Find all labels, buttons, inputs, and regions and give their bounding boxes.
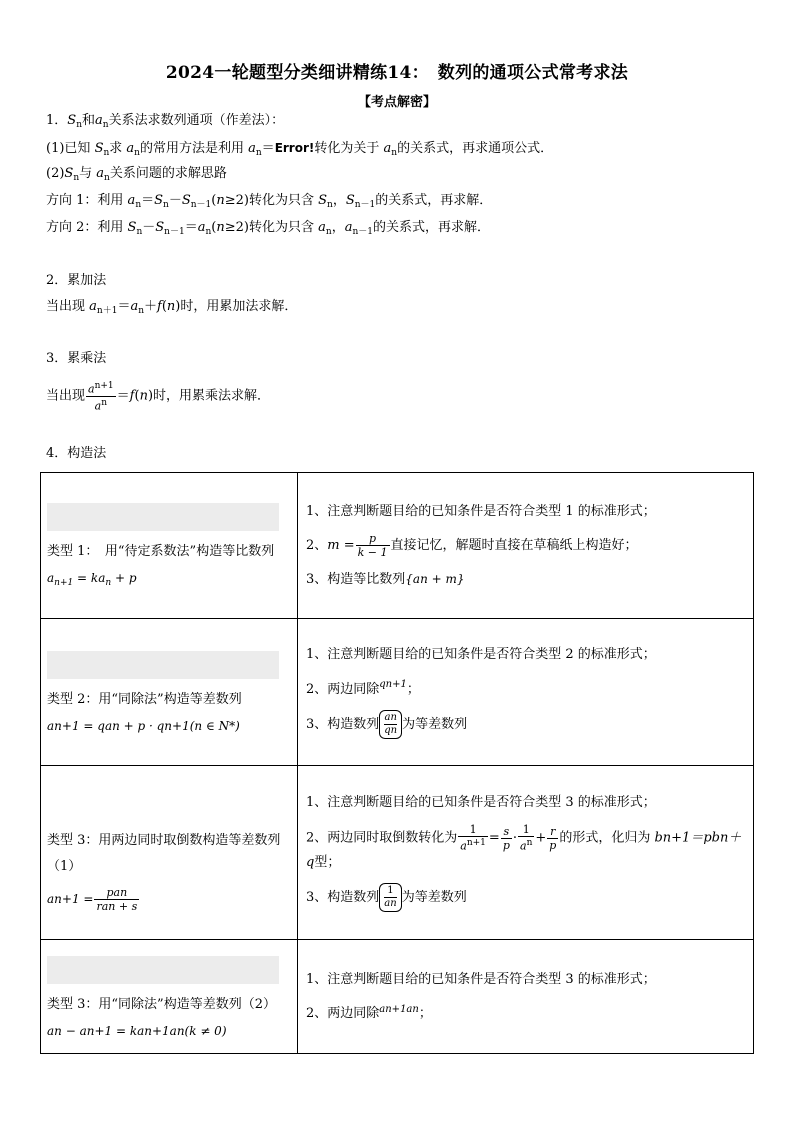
- section-subtitle: 【考点解密】: [357, 95, 436, 110]
- section1-direction1: 方向 1：利用 $a_n=S_n-S_{n-1}(n\ge 2)$转化为只含 $S_n$，$S_{n-1}$的关系式，再求解．: [46, 193, 493, 210]
- step-item: 3、构造数列 $\frac{an}{qn}$为等差数列: [306, 710, 747, 739]
- step-item: 2、两边同时取倒数转化为 $\frac{1}{a^{n+1}}$ = $\frac{s}{p}$ · $\frac{1}{a^n}$ + $\frac{r}{p}$ 的形式，化归为 bn+1＝pbn＋q型；: [306, 823, 742, 870]
- error-text: Error!: [274, 141, 315, 155]
- section2-text: 当出现 $a_{n+1}=a_n+f(n)$时，用累加法求解．: [46, 299, 298, 316]
- type-cell: [41, 940, 298, 1054]
- step-item: 2、两边同除$^{qn+1}$；: [306, 679, 420, 697]
- formula-fraction: $\frac{\text{pan}}{\text{ran + s}}$: [96, 886, 138, 913]
- gray-highlight-bar: [47, 651, 279, 679]
- s-over-p: $\frac{s}{p}$: [502, 824, 510, 852]
- type-cell: [41, 766, 298, 940]
- step-item: 3、构造等比数列{an + m}: [306, 571, 465, 587]
- steps-cell: [298, 766, 754, 940]
- step-item: 1、注意判断题目给的已知条件是否符合类型 2 的标准形式；: [306, 647, 656, 662]
- ratio-fraction: $\frac{a^{n+1}}{a^n}$: [88, 381, 114, 413]
- sequence-brace: $\frac{1}{an}$: [379, 883, 401, 912]
- type-cell: [41, 473, 298, 619]
- table-row: [41, 940, 754, 1054]
- section1-line2: $(2)S_n$与 $a_n$关系问题的求解思路: [46, 166, 227, 183]
- type-formula: $a_{n+1} = ka_n + p$: [47, 571, 137, 588]
- step-item: 1、注意判断题目给的已知条件是否符合类型 3 的标准形式；: [306, 971, 656, 987]
- table-row: [41, 619, 754, 766]
- step-item: 2、两边同除$^{an+1an}$；: [306, 1003, 432, 1021]
- gray-highlight-bar: [47, 503, 279, 531]
- gray-highlight-bar: [47, 956, 279, 984]
- table-row: [41, 766, 754, 940]
- section1-direction2: 方向 2：利用 $S_n-S_{n-1}=a_n(n\ge 2)$转化为只含 $a_n$，$a_{n-1}$的关系式，再求解．: [46, 220, 491, 237]
- one-over-an: $\frac{1}{a^n}$: [520, 823, 533, 853]
- steps-cell: [298, 619, 754, 766]
- table-row: [41, 473, 754, 619]
- type-title: 类型 3：用两边同时取倒数构造等差数列（1）: [47, 833, 281, 874]
- type-cell: [41, 619, 298, 766]
- construction-methods-table: [40, 472, 754, 1054]
- step-item: 1、注意判断题目给的已知条件是否符合类型 3 的标准形式；: [306, 795, 656, 811]
- type-formula: an+1 = $\frac{\text{pan}}{\text{ran + s}}$: [47, 886, 138, 913]
- type-formula: an+1 = qan + p · qn+1(n ∈ N*): [47, 719, 240, 733]
- steps-cell: [298, 473, 754, 619]
- reciprocal-fraction: $\frac{1}{a^{n+1}}$: [460, 823, 486, 853]
- section2-heading: 2．累加法: [46, 273, 107, 288]
- m-fraction: $\frac{p}{k - 1}$: [357, 531, 388, 559]
- section1-line1: (1)已知 $S_n$求 $a_n$的常用方法是利用 $a_n=Error$!转化为关于 $a_n$的关系式，再求通项公式．: [46, 141, 554, 158]
- page-title: 2024一轮题型分类细讲精练14： 数列的通项公式常考求法: [165, 63, 629, 83]
- type-title: 类型 2：用“同除法”构造等差数列: [47, 692, 242, 707]
- type-title: 类型 1： 用“待定系数法”构造等比数列: [47, 544, 275, 559]
- step-item: 2、m = $\frac{p}{k - 1}$ 直接记忆，解题时直接在草稿纸上构造好；: [306, 531, 638, 559]
- spacer: [47, 792, 279, 820]
- type-formula: an − an+1 = kan+1an(k ≠ 0): [47, 1023, 227, 1038]
- sequence-brace: $\frac{an}{qn}$: [379, 710, 402, 739]
- section3-text: 当出现 $\frac{a^{n+1}}{a^n}$ ＝f(n)时，用累乘法求解．: [46, 381, 271, 413]
- r-over-p: $\frac{r}{p}$: [549, 824, 557, 852]
- section4-heading: 4．构造法: [46, 446, 107, 461]
- section1-heading: 1．$S_n$和$a_n$关系法求数列通项（作差法）：: [46, 113, 285, 130]
- section3-heading: 3．累乘法: [46, 351, 107, 366]
- type-title: 类型 3：用“同除法”构造等差数列（2）: [47, 996, 276, 1012]
- step-item: 3、构造数列 $\frac{1}{an}$为等差数列: [306, 883, 747, 912]
- step-item: 1、注意判断题目给的已知条件是否符合类型 1 的标准形式；: [306, 503, 656, 519]
- steps-cell: [298, 940, 754, 1054]
- sequence-expression: {an + m}: [405, 571, 465, 586]
